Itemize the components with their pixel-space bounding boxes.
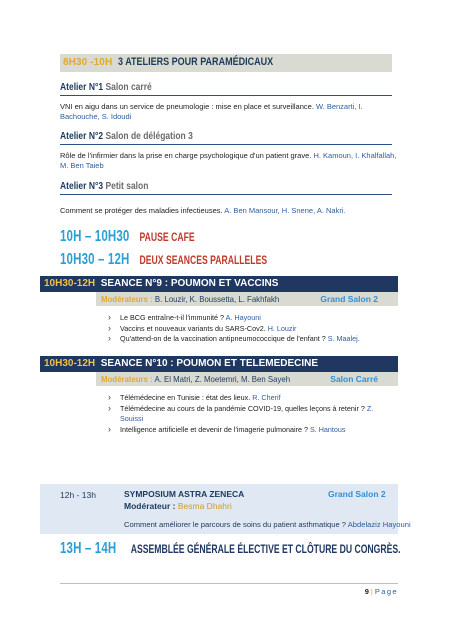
symposium-mod-label: Modérateur :: [124, 501, 176, 511]
list-item: [108, 404, 398, 425]
talk-author: S. Hantous: [309, 424, 346, 434]
page-word: Page: [374, 587, 398, 596]
seance-9-band: [40, 276, 398, 292]
seance-9-moderators-band: [96, 292, 398, 306]
atelier-1-text: VNI en aigu dans un service de pneumologie : mise en place et surveillance.: [60, 102, 314, 111]
atelier-1-description: [60, 102, 400, 122]
session-header-band: [60, 54, 392, 72]
atelier-3-description: [60, 206, 400, 216]
atelier-1-room: Salon carré: [105, 82, 152, 93]
closing-time: 13H – 14H: [60, 540, 117, 557]
list-item: [108, 334, 408, 345]
talk-author: S. Maalej.: [327, 334, 360, 343]
atelier-2-number: Atelier N°2: [60, 131, 104, 142]
seance-9-time: 10H30-12H: [44, 278, 96, 289]
seance-10-moderators: A. El Matri, Z. Moetemri, M. Ben Sayeh: [154, 374, 291, 384]
list-item: [108, 425, 398, 436]
atelier-3-room: Petit salon: [105, 181, 149, 192]
seance-10-moderators-band: [96, 372, 398, 386]
atelier-2-heading: [60, 131, 392, 145]
atelier-1-authors: W. Benzarti, I. Bachouche, S. Idoudi: [60, 102, 363, 121]
footer-separator: |: [370, 587, 373, 596]
talk-author: R. Cherif: [252, 393, 281, 402]
talk-title: Qu'attend-on de la vaccination antipneumococcique de l'enfant ?: [120, 334, 326, 343]
talk-title: Vaccins et nouveaux variants du SARS-Cov2.: [120, 323, 266, 333]
seance-9-mod-label: Modérateurs :: [101, 294, 153, 304]
talk-author: A. Hayouni: [225, 313, 261, 322]
seance-9-title: SEANCE N°9 : POUMON ET VACCINS: [100, 278, 279, 289]
seance-10-talks: [108, 393, 398, 435]
seance-9-talks: [108, 313, 408, 345]
talk-author: H. Louzir: [267, 323, 297, 333]
symposium-author: Abdelaziz Hayouni: [347, 520, 411, 529]
atelier-3-heading: [60, 181, 392, 195]
list-item: [108, 393, 398, 404]
atelier-1-heading: [60, 82, 392, 96]
atelier-1-number: Atelier N°1: [60, 82, 104, 93]
closing-line: [60, 540, 401, 558]
talk-title: Le BCG entraîne-t-il l'immunité ?: [120, 313, 225, 322]
atelier-2-authors: H. Kamoun, I. Khalfallah, M. Ben Taieb: [60, 151, 397, 170]
closing-label: ASSEMBLÉE GÉNÉRALE ÉLECTIVE ET CLÔTURE DU CONGRÈS.: [130, 542, 401, 556]
symposium-room: Grand Salon 2: [328, 489, 386, 499]
seance-10-band: [40, 356, 398, 372]
seance-10-time: 10H30-12H: [44, 358, 96, 369]
seance-10-room: Salon Carré: [330, 374, 378, 384]
atelier-3-text: Comment se protéger des maladies infectieuses.: [60, 206, 223, 215]
list-item: [108, 313, 408, 324]
atelier-2-room: Salon de délégation 3: [105, 131, 193, 142]
pause-label: PAUSE CAFE: [139, 230, 195, 244]
page-footer: [365, 587, 398, 596]
pause-line: [60, 228, 195, 246]
talk-author: Z. Souissi: [120, 403, 374, 423]
symposium-name: SYMPOSIUM ASTRA ZENECA: [124, 489, 245, 499]
list-item: [108, 324, 408, 335]
seance-10-title: SEANCE N°10 : POUMON ET TELEMEDECINE: [100, 358, 319, 369]
symposium-box: [40, 484, 411, 534]
session-title: 3 ATELIERS POUR PARAMÉDICAUX: [118, 56, 274, 68]
seance-9-moderators: B. Louzir, K. Boussetta, L. Fakhfakh: [154, 294, 280, 304]
footer-divider: [60, 583, 398, 584]
atelier-2-text: Rôle de l'infirmier dans la prise en charge psychologique d'un patient grave.: [60, 151, 312, 160]
seance-10-mod-label: Modérateurs :: [101, 374, 153, 384]
symposium-question: Comment améliorer le parcours de soins du patient asthmatique ?: [124, 520, 347, 529]
parallel-line: [60, 251, 267, 269]
talk-title: Télémédecine au cours de la pandémie COVID-19, quelles leçons à retenir ?: [120, 403, 365, 413]
talk-title: Télémédecine en Tunisie : état des lieux.: [120, 393, 251, 402]
atelier-3-number: Atelier N°3: [60, 181, 104, 192]
atelier-3-authors: A. Ben Mansour, H. Snene, A. Nakri.: [224, 206, 346, 215]
parallel-label: DEUX SEANCES PARALLELES: [139, 253, 268, 267]
symposium-time: 12h - 13h: [60, 490, 96, 500]
atelier-2-description: [60, 151, 400, 171]
session-time: 8H30 -10H: [63, 57, 113, 68]
page-number: 9: [364, 587, 369, 596]
symposium-moderator: Besma Dhahri: [177, 501, 232, 511]
pause-time: 10H – 10H30: [60, 228, 130, 245]
parallel-time: 10H30 – 12H: [60, 251, 130, 268]
talk-title: Intelligence artificielle et devenir de l'imagerie pulmonaire ?: [120, 424, 308, 434]
seance-9-room: Grand Salon 2: [320, 294, 378, 304]
